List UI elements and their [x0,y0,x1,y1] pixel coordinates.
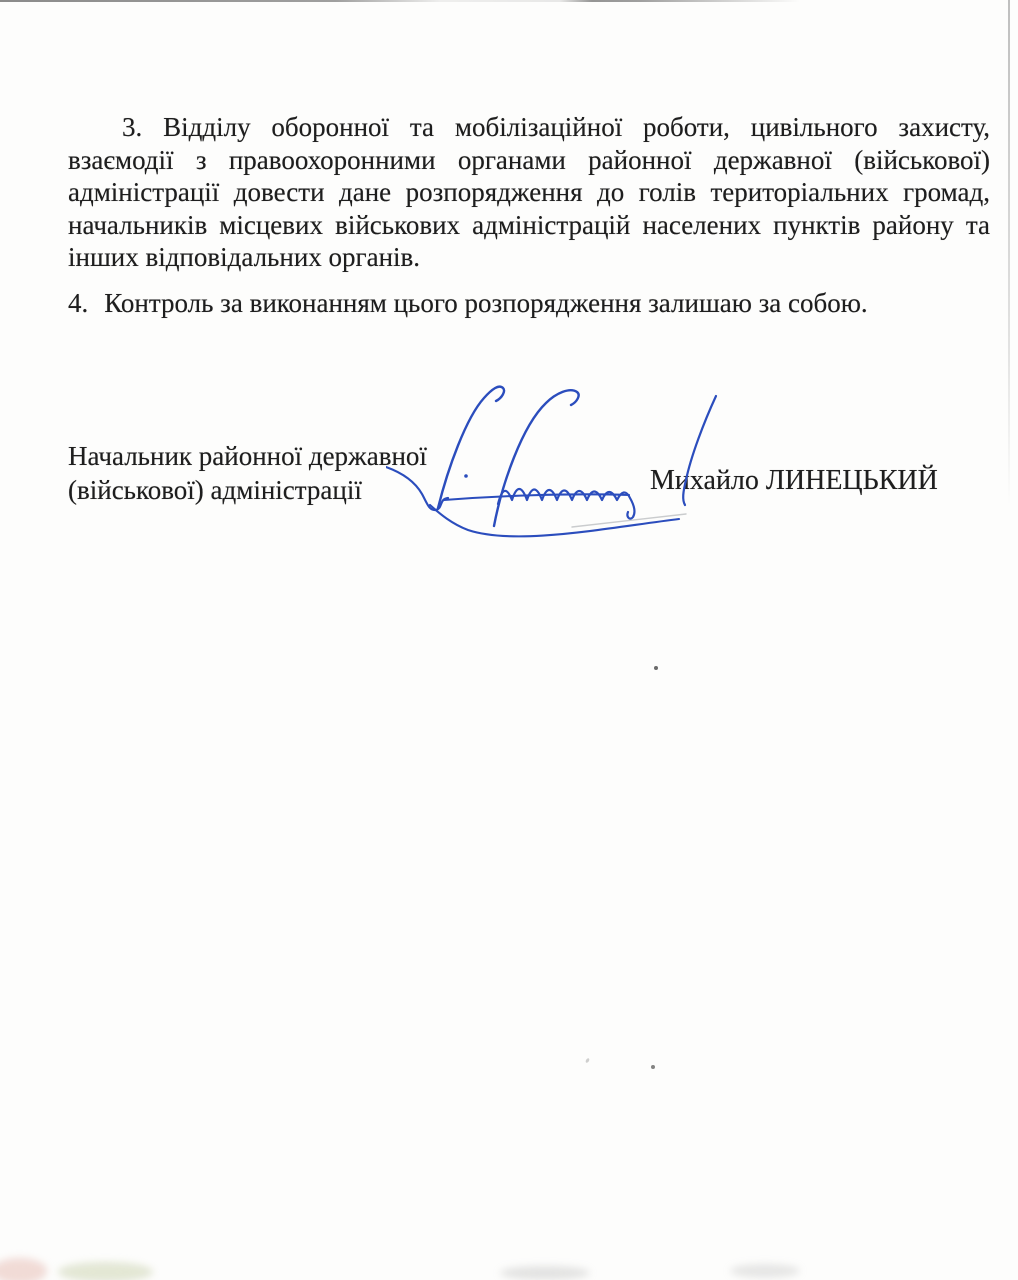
scan-edge-right [1008,0,1010,505]
paragraph-4-number: 4. [68,288,89,318]
scan-speck [651,1065,655,1069]
paragraph-4-text: Контроль за виконанням цього розпорядження залишаю за собою. [104,288,868,318]
scan-smudge [58,1262,153,1280]
signature-stroke [430,505,679,536]
scan-smudge [730,1264,800,1278]
signature-stroke [438,387,504,508]
signatory-title-line2: (військової) адміністрації [68,474,362,505]
signature-initial-stroke [683,396,716,505]
signatory-title-line1: Начальник районної державної [68,441,427,471]
signatory-name: Михайло ЛИНЕЦЬКИЙ [650,465,938,496]
paragraph-3 [68,111,990,274]
paragraph-3-number: 3. [122,112,143,142]
signature-dot [464,474,468,478]
paragraph-3-text: Відділу оборонної та мобілізаційної роботи, цивільного захисту, взаємодії з правоохоронними органами районної державної (військової) адміністрації довести дане розпорядження до голів територіальних громад, начальників місцевих військових адміністрацій населених пунктів району та інших відповідальних органів. [68,112,991,272]
signature-stroke [494,390,579,526]
paragraph-4 [68,287,990,320]
scan-smudge [0,1258,47,1280]
handwritten-signature [386,356,752,551]
scan-speck [654,666,658,670]
scan-smudge [500,1266,590,1280]
scan-speck [585,1058,590,1064]
scan-edge-top [0,0,800,2]
